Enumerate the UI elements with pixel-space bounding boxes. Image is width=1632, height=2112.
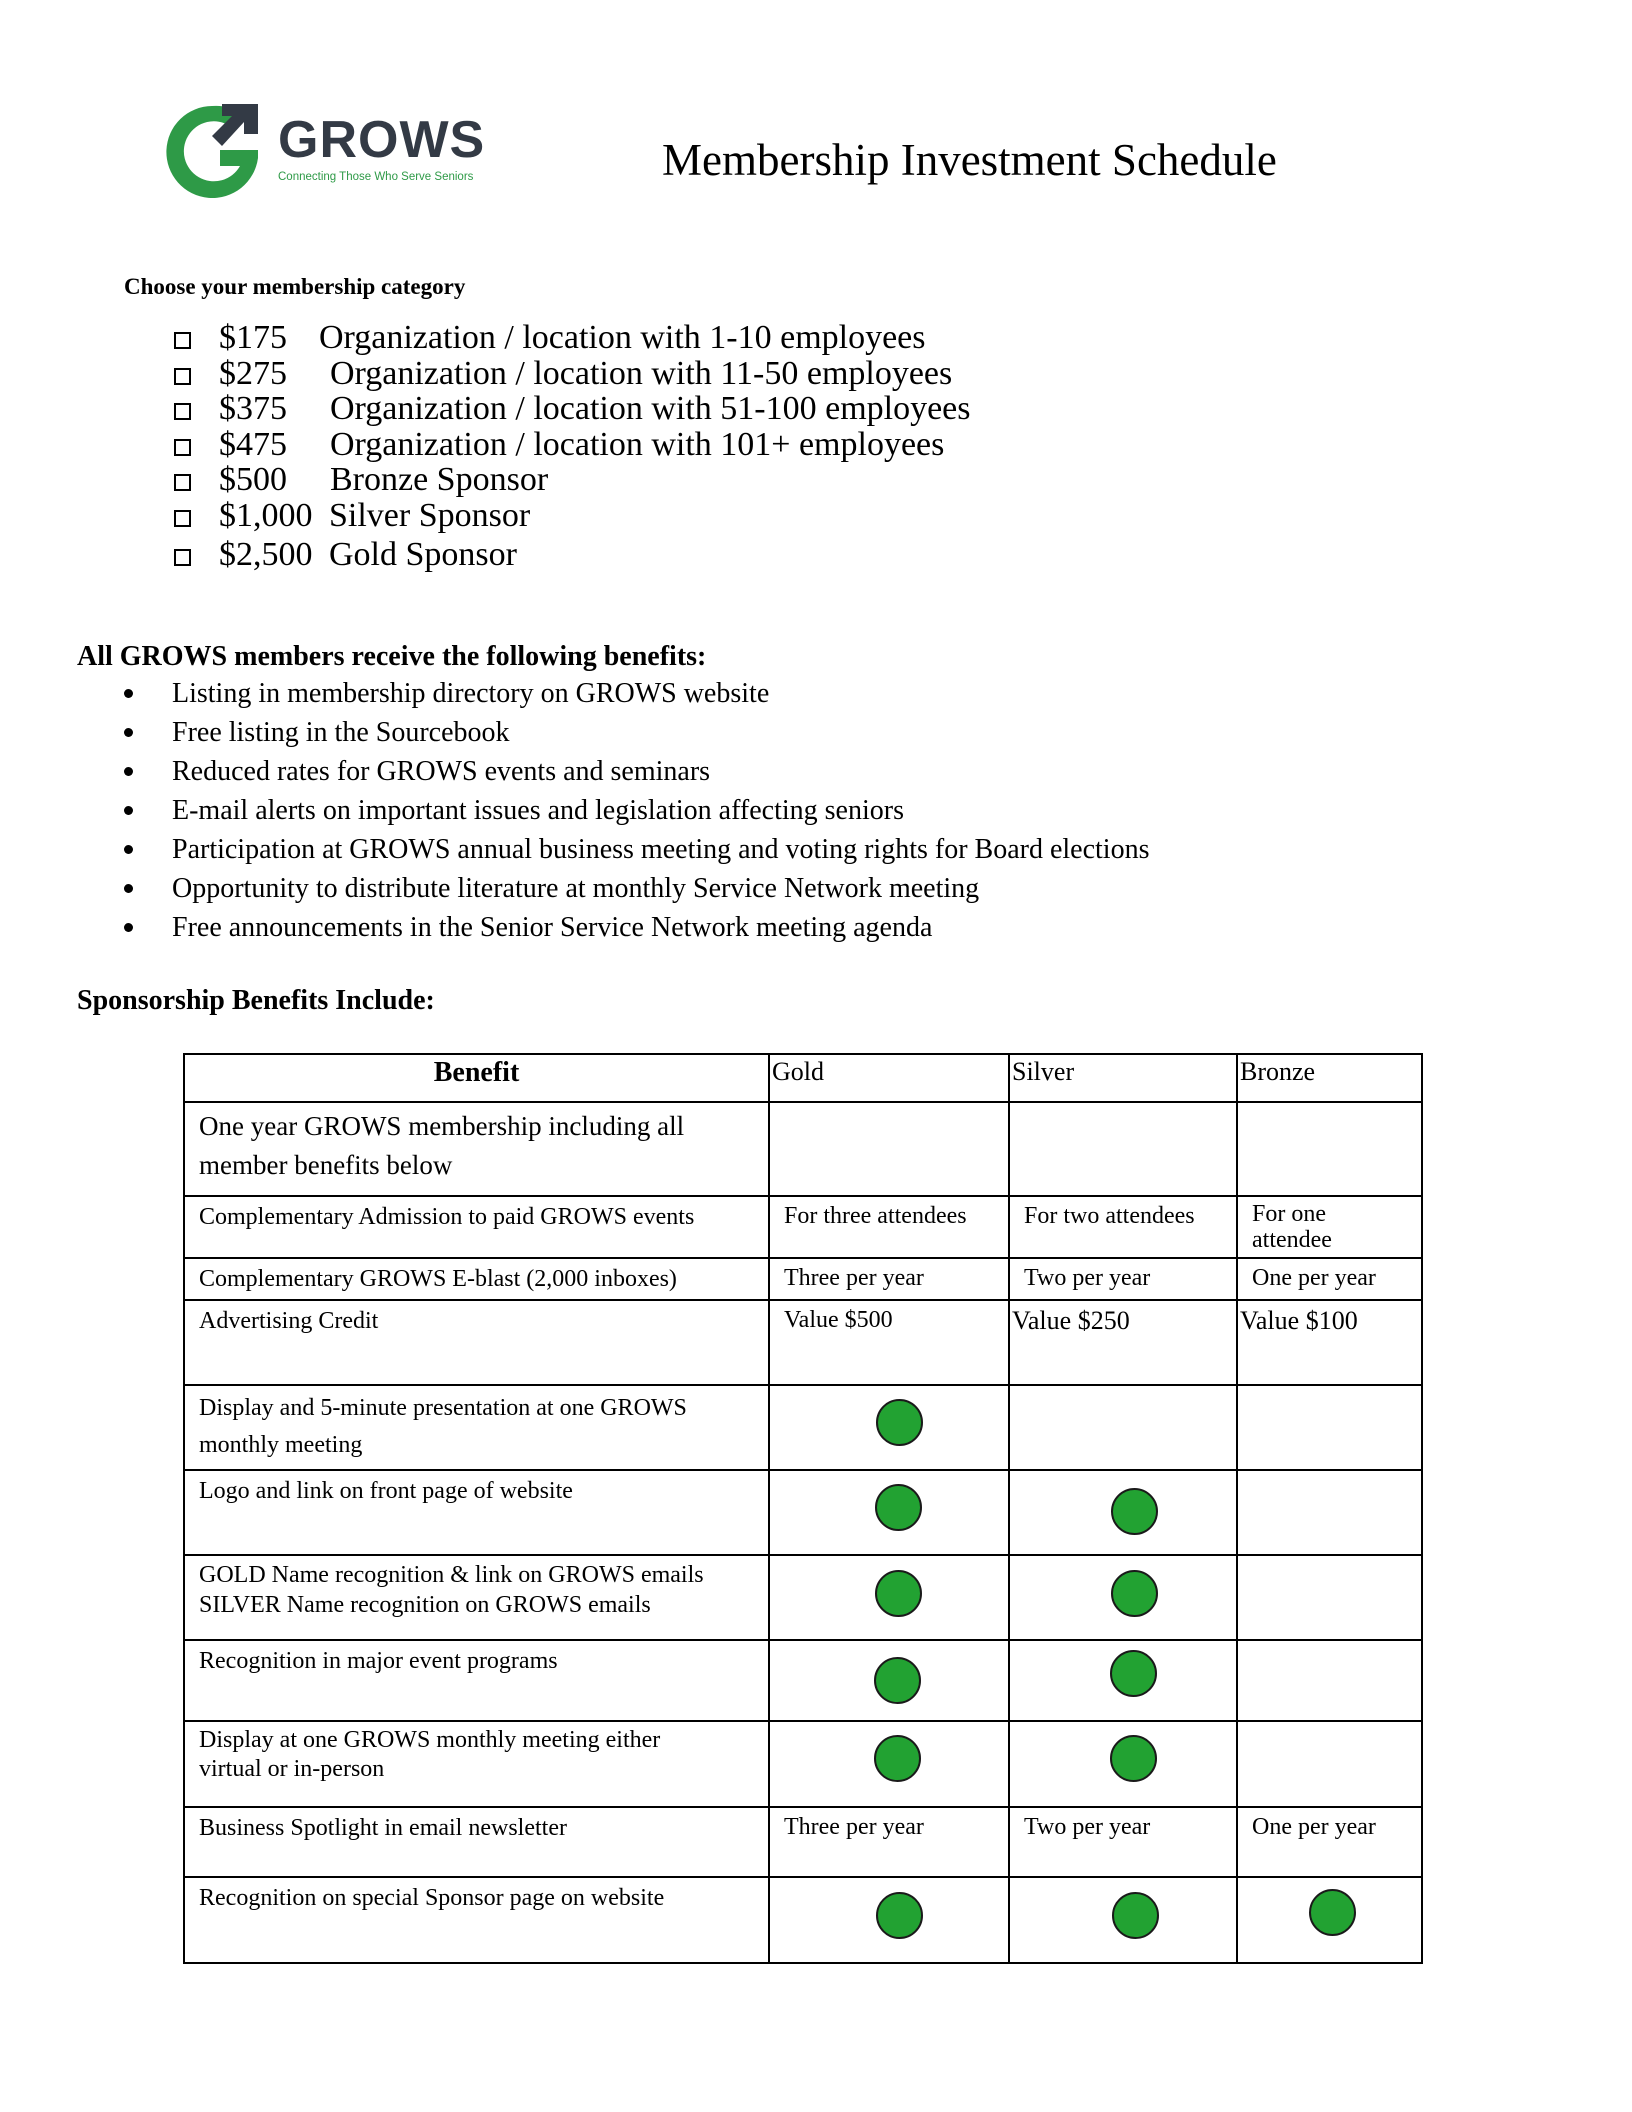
header-bronze: Bronze: [1237, 1054, 1422, 1102]
logo-wordmark: GROWS: [278, 111, 486, 169]
gold-cell: For three attendees: [769, 1196, 1009, 1258]
table-row: [184, 1877, 1422, 1963]
bronze-cell: For one attendee: [1237, 1196, 1422, 1258]
bullet-icon: [124, 767, 133, 776]
benefit-cell: Display and 5-minute presentation at one GROWS monthly meeting: [184, 1385, 769, 1470]
table-row: [184, 1102, 1422, 1196]
benefit-line: Display at one GROWS monthly meeting either: [199, 1727, 661, 1753]
benefit-cell: One year GROWS membership including all member benefits below: [184, 1102, 769, 1196]
gold-cell: [769, 1470, 1009, 1555]
gold-cell: [769, 1555, 1009, 1640]
gold-cell: [769, 1102, 1009, 1196]
option-desc: Silver Sponsor: [329, 496, 531, 534]
benefit-text: Reduced rates for GROWS events and seminars: [172, 756, 711, 787]
bullet-icon: [124, 923, 133, 932]
benefit-item: [124, 832, 1149, 871]
check-dot-icon: [874, 1735, 921, 1782]
benefit-item: [124, 715, 1149, 754]
choose-category-label: Choose your membership category: [124, 274, 466, 299]
option-desc: Gold Sponsor: [329, 536, 517, 573]
bronze-cell: One per year: [1237, 1258, 1422, 1300]
check-dot-icon: [1309, 1889, 1356, 1936]
header-gold: Gold: [769, 1054, 1009, 1102]
gold-cell: [769, 1721, 1009, 1807]
bullet-icon: [124, 806, 133, 815]
benefit-cell: Recognition in major event programs: [184, 1640, 769, 1721]
page-title: Membership Investment Schedule: [662, 135, 1277, 185]
bronze-cell: [1237, 1470, 1422, 1555]
benefit-text: E-mail alerts on important issues and legislation affecting seniors: [172, 795, 904, 826]
header-benefit: Benefit: [184, 1054, 769, 1102]
silver-cell: [1009, 1385, 1237, 1470]
table-row: [184, 1470, 1422, 1555]
benefits-list: [124, 676, 1149, 949]
silver-cell: Two per year: [1009, 1807, 1237, 1877]
bronze-cell: [1237, 1102, 1422, 1196]
option-desc: Organization / location with 51-100 employees: [330, 390, 971, 427]
check-dot-icon: [1110, 1735, 1157, 1782]
benefit-cell: Advertising Credit: [184, 1300, 769, 1385]
gold-cell: [769, 1385, 1009, 1470]
check-dot-icon: [874, 1657, 921, 1704]
gold-cell: Value $500: [769, 1300, 1009, 1385]
grows-logo-mark-icon: [160, 100, 264, 204]
check-dot-icon: [875, 1484, 922, 1531]
benefit-item: [124, 910, 1149, 949]
benefit-text: Opportunity to distribute literature at monthly Service Network meeting: [172, 873, 980, 904]
benefit-text: Free listing in the Sourcebook: [172, 717, 510, 748]
bronze-cell: [1237, 1877, 1422, 1963]
silver-cell: [1009, 1721, 1237, 1807]
bullet-icon: [124, 728, 133, 737]
silver-cell: Value $250: [1009, 1300, 1237, 1385]
bronze-cell: [1237, 1721, 1422, 1807]
table-header-row: [184, 1054, 1422, 1102]
benefit-item: [124, 754, 1149, 793]
benefit-cell: Logo and link on front page of website: [184, 1470, 769, 1555]
table-row: [184, 1196, 1422, 1258]
table-row: [184, 1385, 1422, 1470]
check-dot-icon: [1110, 1650, 1157, 1697]
benefit-cell: Recognition on special Sponsor page on website: [184, 1877, 769, 1963]
option-price: $500: [219, 461, 287, 498]
table-row: [184, 1807, 1422, 1877]
bronze-cell: Value $100: [1237, 1300, 1422, 1385]
option-desc: Organization / location with 101+ employees: [330, 425, 945, 463]
silver-cell: For two attendees: [1009, 1196, 1237, 1258]
option-price: $475: [219, 425, 287, 463]
option-desc: Organization / location with 11-50 employees: [330, 354, 953, 392]
option-desc: Bronze Sponsor: [330, 461, 549, 498]
bronze-cell: [1237, 1640, 1422, 1721]
option-price: $375: [219, 390, 287, 427]
bronze-cell: [1237, 1555, 1422, 1640]
benefit-cell: Business Spotlight in email newsletter: [184, 1807, 769, 1877]
benefit-text: Listing in membership directory on GROWS website: [172, 678, 770, 709]
gold-cell: [769, 1640, 1009, 1721]
logo-tagline: Connecting Those Who Serve Seniors: [278, 171, 474, 183]
benefit-cell: Complementary GROWS E-blast (2,000 inboxes): [184, 1258, 769, 1300]
table-row: [184, 1555, 1422, 1640]
checkbox[interactable]: [174, 403, 191, 420]
benefit-item: [124, 676, 1149, 715]
check-dot-icon: [1111, 1570, 1158, 1617]
silver-cell: [1009, 1555, 1237, 1640]
checkbox[interactable]: [174, 439, 191, 456]
check-dot-icon: [876, 1399, 923, 1446]
gold-cell: Three per year: [769, 1807, 1009, 1877]
benefit-item: [124, 871, 1149, 910]
bullet-icon: [124, 884, 133, 893]
benefit-item: [124, 793, 1149, 832]
silver-cell: [1009, 1470, 1237, 1555]
check-dot-icon: [1112, 1892, 1159, 1939]
option-price: $175: [219, 319, 287, 356]
sponsorship-heading: Sponsorship Benefits Include:: [77, 985, 435, 1016]
silver-cell: [1009, 1640, 1237, 1721]
table-row: [184, 1721, 1422, 1807]
option-price: $1,000: [219, 496, 313, 534]
bronze-cell: [1237, 1385, 1422, 1470]
benefit-text: Free announcements in the Senior Service Network meeting agenda: [172, 912, 933, 943]
benefit-cell: [184, 1555, 769, 1640]
check-dot-icon: [876, 1892, 923, 1939]
checkbox[interactable]: [174, 474, 191, 491]
benefit-text: Participation at GROWS annual business meeting and voting rights for Board elections: [172, 834, 1150, 865]
benefit-line: GOLD Name recognition & link on GROWS emails: [199, 1562, 704, 1588]
checkbox[interactable]: [174, 368, 191, 385]
gold-cell: [769, 1877, 1009, 1963]
gold-cell: Three per year: [769, 1258, 1009, 1300]
benefit-cell: [184, 1721, 769, 1807]
benefits-heading: All GROWS members receive the following benefits:: [77, 641, 707, 672]
silver-cell: [1009, 1102, 1237, 1196]
benefit-line: virtual or in-person: [199, 1755, 385, 1782]
silver-cell: [1009, 1877, 1237, 1963]
table-row: [184, 1258, 1422, 1300]
benefit-cell: Complementary Admission to paid GROWS events: [184, 1196, 769, 1258]
table-row: [184, 1300, 1422, 1385]
bronze-cell: One per year: [1237, 1807, 1422, 1877]
option-price: $2,500: [219, 536, 313, 573]
checkbox[interactable]: [174, 510, 191, 527]
table-row: [184, 1640, 1422, 1721]
option-price: $275: [219, 354, 287, 392]
check-dot-icon: [1111, 1488, 1158, 1535]
check-dot-icon: [875, 1570, 922, 1617]
option-desc: Organization / location with 1-10 employees: [319, 319, 926, 356]
grows-logo: [160, 100, 500, 210]
benefit-line: SILVER Name recognition on GROWS emails: [199, 1592, 651, 1618]
checkbox[interactable]: [174, 549, 191, 566]
silver-cell: Two per year: [1009, 1258, 1237, 1300]
sponsorship-table: [183, 1053, 1423, 1964]
header-silver: Silver: [1009, 1054, 1237, 1102]
bullet-icon: [124, 845, 133, 854]
checkbox[interactable]: [174, 332, 191, 349]
bullet-icon: [124, 689, 133, 698]
